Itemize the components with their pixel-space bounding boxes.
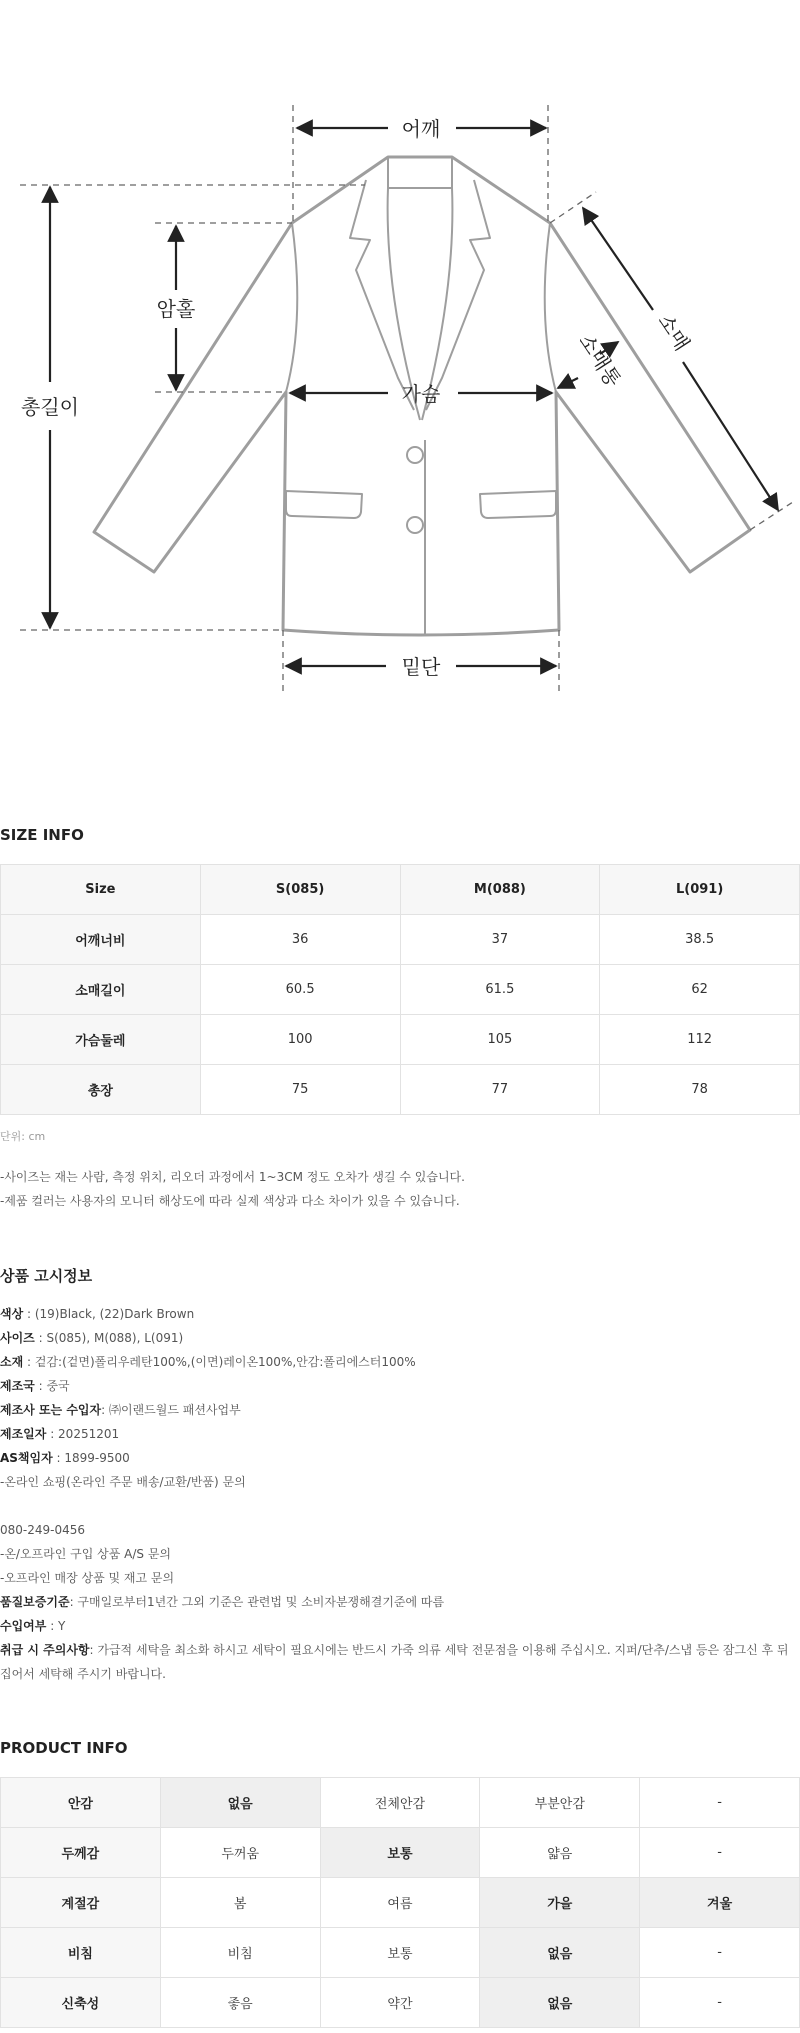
label-sleeve-width: 소매통: [574, 329, 626, 392]
product-info-label: 계절감: [1, 1878, 161, 1928]
size-column-header: S(085): [200, 865, 400, 915]
notice-line: [0, 1614, 800, 1638]
notice-details: [0, 1302, 800, 1686]
size-column-header: M(088): [400, 865, 600, 915]
notice-line: [0, 1374, 800, 1398]
notice-value: : Y: [46, 1619, 66, 1633]
size-header-row: [1, 865, 800, 915]
notice-line: [0, 1326, 800, 1350]
notice-label: 사이즈: [0, 1331, 35, 1345]
notice-value: : 20251201: [46, 1427, 120, 1441]
product-info-option: -: [640, 1978, 800, 2028]
size-cell: 100: [200, 1015, 400, 1065]
size-cell: 105: [400, 1015, 600, 1065]
product-info-label: 안감: [1, 1778, 161, 1828]
button-top: [407, 447, 423, 463]
product-info-option-selected: 없음: [160, 1778, 320, 1828]
notice-label: AS책임자: [0, 1451, 53, 1465]
size-info-title: SIZE INFO: [0, 826, 84, 844]
notice-line: [0, 1422, 800, 1446]
notice-line: [0, 1518, 800, 1542]
size-unit: 단위: cm: [0, 1130, 46, 1143]
size-cell: 78: [600, 1065, 800, 1115]
notice-line: [0, 1350, 800, 1374]
size-note: -제품 컬러는 사용자의 모니터 해상도에 따라 실제 색상과 다소 차이가 있을 수 있습니다.: [0, 1194, 460, 1208]
notice-line: [0, 1398, 800, 1422]
product-info-row: [1, 1778, 800, 1828]
size-note: -사이즈는 재는 사람, 측정 위치, 리오더 과정에서 1~3CM 정도 오차가 생길 수 있습니다.: [0, 1170, 465, 1184]
notice-value: : 구매일로부터1년간 그외 기준은 관련법 및 소비자분쟁해결기준에 따름: [69, 1595, 445, 1609]
product-info-option: 보통: [320, 1928, 480, 1978]
size-cell: 62: [600, 965, 800, 1015]
product-info-title: PRODUCT INFO: [0, 1739, 128, 1757]
notice-label: 취급 시 주의사항: [0, 1643, 90, 1657]
size-cell: 75: [200, 1065, 400, 1115]
product-info-row: [1, 1828, 800, 1878]
notice-line: [0, 1446, 800, 1470]
notice-value: 080-249-0456: [0, 1523, 86, 1537]
product-info-option: 전체안감: [320, 1778, 480, 1828]
product-info-option-selected: 없음: [480, 1978, 640, 2028]
product-info-row: [1, 1878, 800, 1928]
notice-value: -온/오프라인 구입 상품 A/S 문의: [0, 1547, 172, 1561]
notice-label: 색상: [0, 1307, 24, 1321]
product-info-option: 비침: [160, 1928, 320, 1978]
product-info-option-selected: 보통: [320, 1828, 480, 1878]
size-column-header: L(091): [600, 865, 800, 915]
product-info-option: 봄: [160, 1878, 320, 1928]
label-sleeve: 소매: [653, 309, 695, 355]
notice-line: [0, 1566, 800, 1590]
label-chest: 가슴: [401, 382, 441, 406]
notice-value: -온라인 쇼핑(온라인 주문 배송/교환/반품) 문의: [0, 1475, 246, 1489]
label-armhole: 암홀: [156, 297, 196, 321]
size-row: [1, 915, 800, 965]
product-info-option: 두꺼움: [160, 1828, 320, 1878]
product-info-option: 좋음: [160, 1978, 320, 2028]
notice-value: : 겉감:(겉면)폴리우레탄100%,(이면)레이온100%,안감:폴리에스터100%: [23, 1355, 416, 1369]
button-bottom: [407, 517, 423, 533]
notice-label: 제조일자: [0, 1427, 47, 1441]
notice-line: [0, 1302, 800, 1326]
size-cell: 37: [400, 915, 600, 965]
size-cell: 112: [600, 1015, 800, 1065]
notice-value: : 1899-9500: [52, 1451, 130, 1465]
product-info-row: [1, 1978, 800, 2028]
size-row-label: 총장: [1, 1065, 201, 1115]
jacket-size-diagram: [0, 0, 800, 760]
product-info-option: -: [640, 1928, 800, 1978]
notice-value: : 가급적 세탁을 최소화 하시고 세탁이 필요시에는 반드시 가죽 의류 세탁 전문점을 이용해 주십시오. 지퍼/단추/스냅 등은 잠그신 후 뒤집어서 세탁해 주시기 바랍니다.: [0, 1643, 789, 1681]
notice-line: [0, 1542, 800, 1566]
size-cell: 77: [400, 1065, 600, 1115]
product-info-option: -: [640, 1778, 800, 1828]
notice-label: 제조국: [0, 1379, 35, 1393]
size-row: [1, 965, 800, 1015]
size-column-header: Size: [1, 865, 201, 915]
product-info-option-selected: 없음: [480, 1928, 640, 1978]
notice-line: [0, 1494, 800, 1518]
size-row-label: 어깨너비: [1, 915, 201, 965]
product-info-option: 약간: [320, 1978, 480, 2028]
size-row: [1, 1015, 800, 1065]
product-info-row: [1, 1928, 800, 1978]
label-hem: 밑단: [401, 655, 441, 679]
notice-line: [0, 1590, 800, 1614]
notice-value: -오프라인 매장 상품 및 재고 문의: [0, 1571, 175, 1585]
notice-label: 소재: [0, 1355, 24, 1369]
notice-value: : 중국: [34, 1379, 70, 1393]
size-cell: 60.5: [200, 965, 400, 1015]
size-table: [0, 864, 800, 1115]
notice-value: : (19)Black, (22)Dark Brown: [23, 1307, 195, 1321]
notice-label: 제조사 또는 수입자: [0, 1403, 102, 1417]
size-row: [1, 1065, 800, 1115]
product-info-option: 얇음: [480, 1828, 640, 1878]
size-cell: 61.5: [400, 965, 600, 1015]
product-info-option: -: [640, 1828, 800, 1878]
product-info-table: [0, 1777, 800, 2028]
product-info-label: 비침: [1, 1928, 161, 1978]
product-info-option: 부분안감: [480, 1778, 640, 1828]
notice-label: 품질보증기준: [0, 1595, 70, 1609]
product-info-option: 여름: [320, 1878, 480, 1928]
size-notes: [0, 1165, 465, 1213]
notice-line: [0, 1470, 800, 1494]
product-info-option-selected: 겨울: [640, 1878, 800, 1928]
size-cell: 38.5: [600, 915, 800, 965]
notice-line: [0, 1638, 800, 1686]
product-info-label: 신축성: [1, 1978, 161, 2028]
notice-title: 상품 고시정보: [0, 1267, 93, 1285]
size-row-label: 소매길이: [1, 965, 201, 1015]
notice-label: 수입여부: [0, 1619, 47, 1633]
notice-value: : ㈜이랜드월드 패션사업부: [101, 1403, 241, 1417]
label-total-length: 총길이: [21, 395, 79, 419]
size-cell: 36: [200, 915, 400, 965]
notice-value: : S(085), M(088), L(091): [34, 1331, 184, 1345]
size-row-label: 가슴둘레: [1, 1015, 201, 1065]
product-info-option-selected: 가을: [480, 1878, 640, 1928]
product-info-label: 두께감: [1, 1828, 161, 1878]
label-shoulder: 어깨: [401, 117, 441, 141]
